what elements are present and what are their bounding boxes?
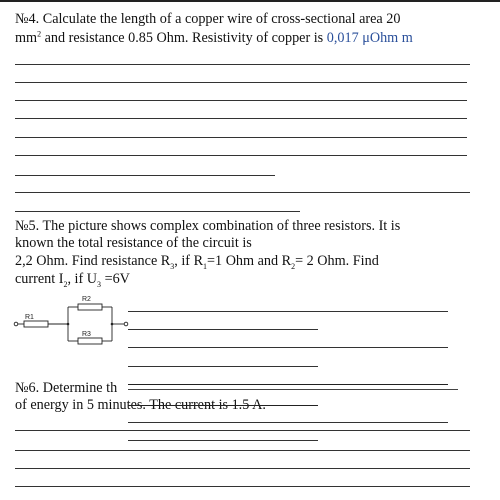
answer-line: [15, 211, 300, 212]
answer-line: [128, 440, 318, 441]
resistor-r1: [24, 321, 48, 327]
answer-line: [15, 468, 470, 469]
terminal-left: [14, 322, 18, 326]
problem-6-line-1: [15, 380, 117, 397]
problem-5-text-3a: 2,2 Ohm. Find resistance R: [15, 253, 171, 269]
r1-label: R1: [25, 314, 34, 321]
problem-4-text-2: and resistance 0.85 Ohm. Resistivity of copper is: [41, 30, 327, 46]
unit-mm: mm: [15, 30, 38, 46]
overlay-line: [128, 384, 448, 385]
resistor-r3: [78, 338, 102, 344]
problem-5-text-3b: , if R: [174, 253, 204, 269]
answer-line: [15, 82, 467, 83]
problem-5-line-4: [15, 271, 130, 288]
subscript: 3: [170, 261, 175, 271]
problem-5-text-4a: current I: [15, 271, 64, 287]
problem-5-text-2: known the total resistance of the circuit is: [15, 235, 252, 251]
answer-line: [128, 311, 448, 312]
subscript: 2: [63, 279, 68, 289]
subscript: 1: [203, 261, 208, 271]
answer-line: [15, 450, 470, 451]
r2-label: R2: [82, 296, 91, 303]
answer-line: [15, 118, 467, 119]
subscript: 2: [291, 261, 296, 271]
answer-line: [15, 64, 470, 65]
problem-5-text-4b: , if U: [67, 271, 98, 287]
r3-label: R3: [82, 331, 91, 338]
problem-5-line-3: [15, 253, 379, 270]
problem-5-number: №5.: [15, 218, 40, 234]
answer-line: [15, 175, 275, 176]
problem-5-text-4c: =6V: [101, 271, 130, 287]
problem-5-line-2: [15, 235, 252, 252]
resistivity-value: 0,017 μOhm m: [326, 30, 413, 46]
problem-5-text-3d: = 2 Ohm. Find: [295, 253, 379, 269]
answer-line: [15, 155, 467, 156]
answer-line: [128, 422, 448, 423]
answer-line: [128, 347, 448, 348]
answer-line: [15, 100, 467, 101]
terminal-right: [124, 322, 128, 326]
problem-6-text-1: Determine th: [42, 380, 118, 396]
overlay-line: [128, 389, 458, 390]
problem-4-number: №4.: [15, 11, 40, 27]
problem-4-text: Calculate the length of a copper wire of cross-sectional area 20: [42, 11, 401, 27]
answer-line: [15, 486, 470, 487]
problem-4-line-2: [15, 30, 413, 47]
answer-line: [15, 137, 467, 138]
problem-4-line-1: [15, 11, 400, 28]
resistor-r2: [78, 304, 102, 310]
problem-6-number: №6.: [15, 380, 40, 396]
problem-5-text-1: The picture shows complex combination of three resistors. It is: [42, 218, 401, 234]
answer-line: [128, 329, 318, 330]
problem-5-line-1: [15, 218, 400, 235]
answer-line: [128, 366, 318, 367]
resistor-circuit-diagram: [12, 290, 132, 355]
subscript: 3: [97, 279, 102, 289]
problem-5-text-3c: =1 Ohm and R: [207, 253, 292, 269]
top-border: [0, 0, 500, 2]
answer-line: [15, 192, 470, 193]
overlay-line: [128, 405, 318, 406]
unit-mm-superscript: 2: [37, 29, 42, 39]
answer-line: [15, 430, 470, 431]
problem-6-text-2: of energy in 5 minutes. The current is 1.5 A.: [15, 397, 266, 413]
